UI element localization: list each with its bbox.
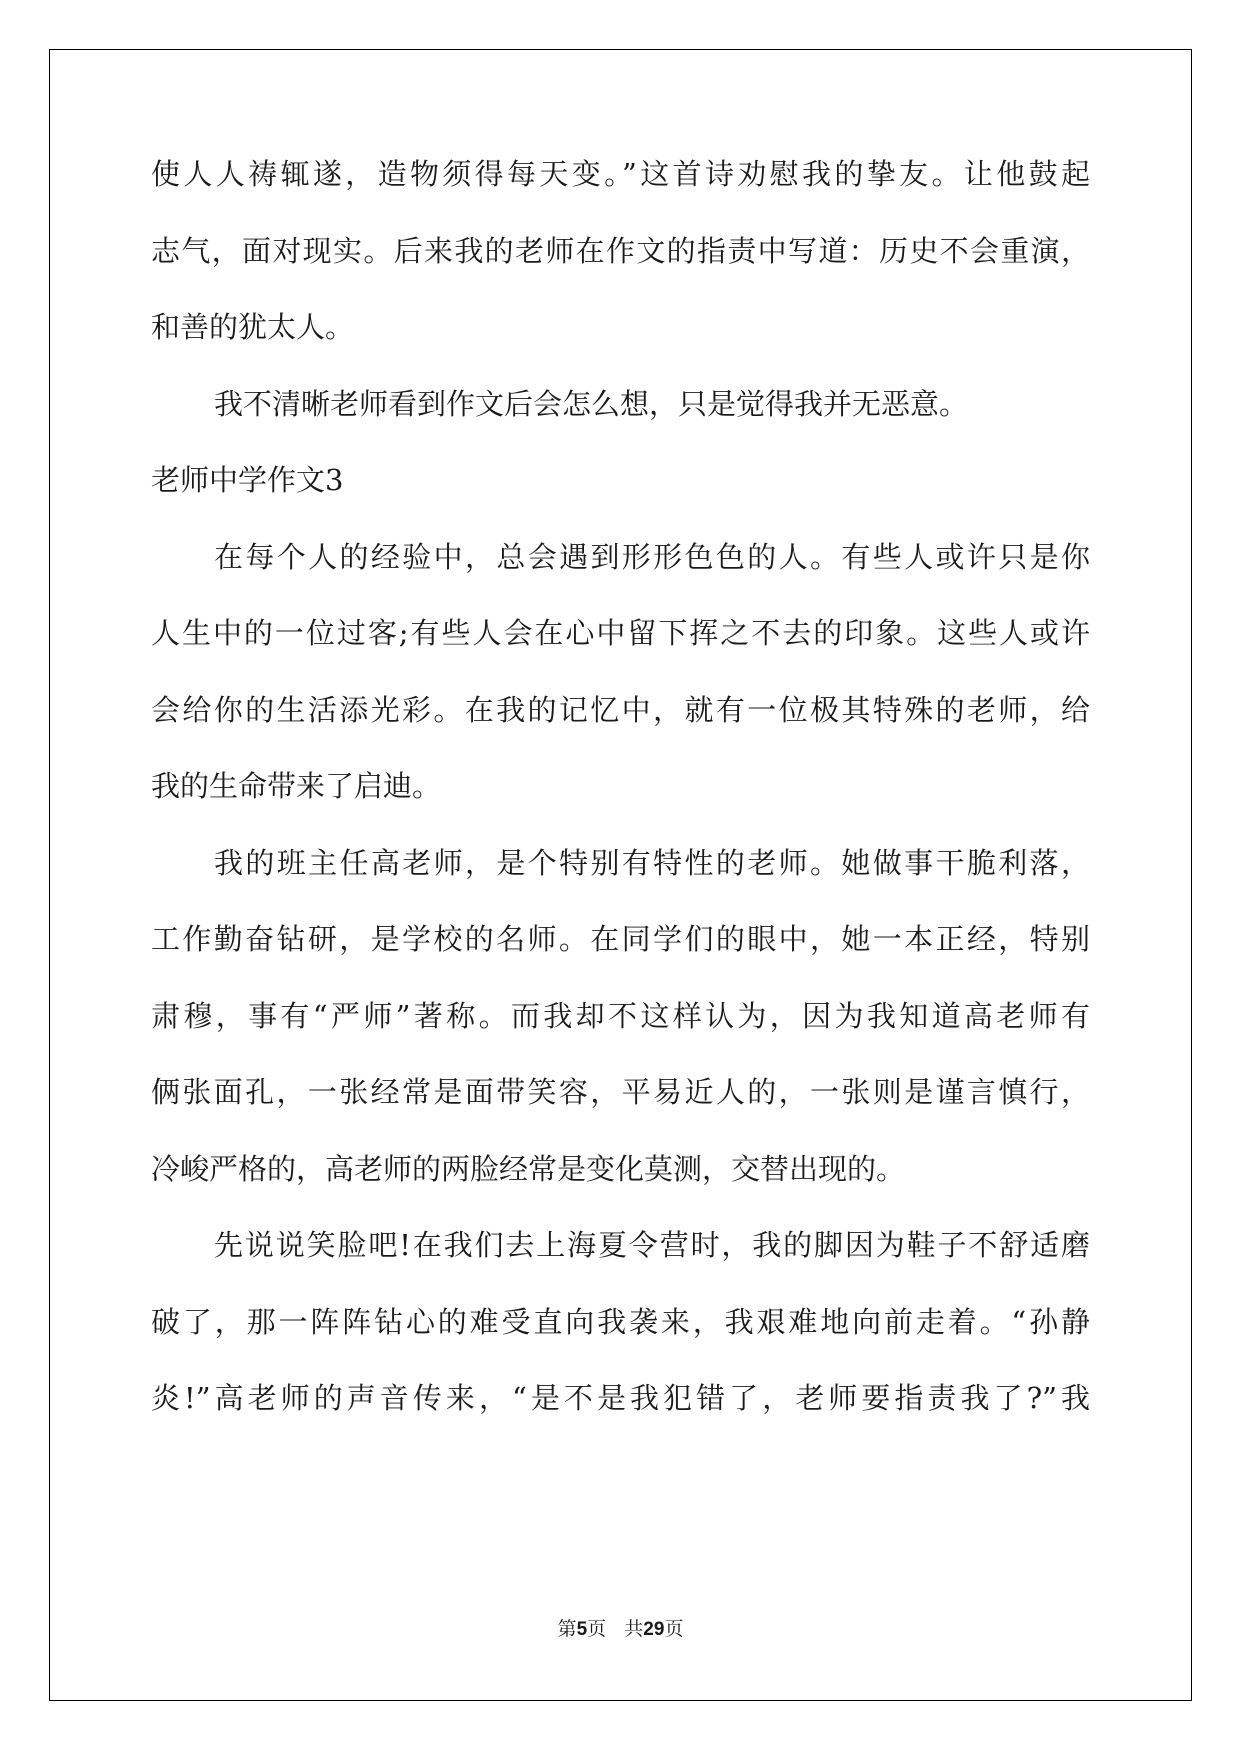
paragraph-line: 我的班主任高老师，是个特别有特性的老师。她做事干脆利落， xyxy=(214,846,1090,880)
paragraph-line: 使人人祷辄遂，造物须得每天变。”这首诗劝慰我的挚友。让他鼓起 xyxy=(151,157,1090,191)
total-pages: 29 xyxy=(643,1619,665,1640)
paragraph-line: 我不清晰老师看到作文后会怎么想，只是觉得我并无恶意。 xyxy=(214,387,969,421)
paragraph-line: 破了，那一阵阵钻心的难受直向我袭来，我艰难地向前走着。“孙静 xyxy=(151,1305,1090,1339)
paragraph-line: 工作勤奋钻研，是学校的名师。在同学们的眼中，她一本正经，特别 xyxy=(151,922,1090,956)
paragraph-line: 肃穆，事有“严师”著称。而我却不这样认为，因为我知道高老师有 xyxy=(151,999,1090,1033)
paragraph-line: 人生中的一位过客;有些人会在心中留下挥之不去的印象。这些人或许 xyxy=(151,616,1090,650)
paragraph-line: 和善的犹太人。 xyxy=(151,310,355,344)
paragraph-line: 我的生命带来了启迪。 xyxy=(151,769,442,803)
paragraph-line: 冷峻严格的，高老师的两脸经常是变化莫测，交替出现的。 xyxy=(151,1152,906,1186)
page-label-prefix: 第 xyxy=(557,1618,577,1640)
section-heading: 老师中学作文3 xyxy=(151,463,344,497)
paragraph-line: 俩张面孔，一张经常是面带笑容，平易近人的，一张则是谨言慎行， xyxy=(151,1075,1090,1109)
page-label-suffix: 页 xyxy=(587,1618,607,1640)
paragraph-line: 先说说笑脸吧!在我们去上海夏令营时，我的脚因为鞋子不舒适磨 xyxy=(214,1228,1090,1262)
paragraph-line: 炎!”高老师的声音传来，“是不是我犯错了，老师要指责我了?”我 xyxy=(151,1381,1090,1415)
page-footer xyxy=(0,1614,1241,1641)
paragraph-line: 在每个人的经验中，总会遇到形形色色的人。有些人或许只是你 xyxy=(214,540,1090,574)
page-number: 5 xyxy=(576,1619,588,1640)
total-label-suffix: 页 xyxy=(664,1618,684,1640)
total-label-prefix: 共 xyxy=(624,1618,644,1640)
paragraph-line: 会给你的生活添光彩。在我的记忆中，就有一位极其特殊的老师，给 xyxy=(151,693,1090,727)
paragraph-line: 志气，面对现实。后来我的老师在作文的指责中写道：历史不会重演， xyxy=(151,234,1090,268)
